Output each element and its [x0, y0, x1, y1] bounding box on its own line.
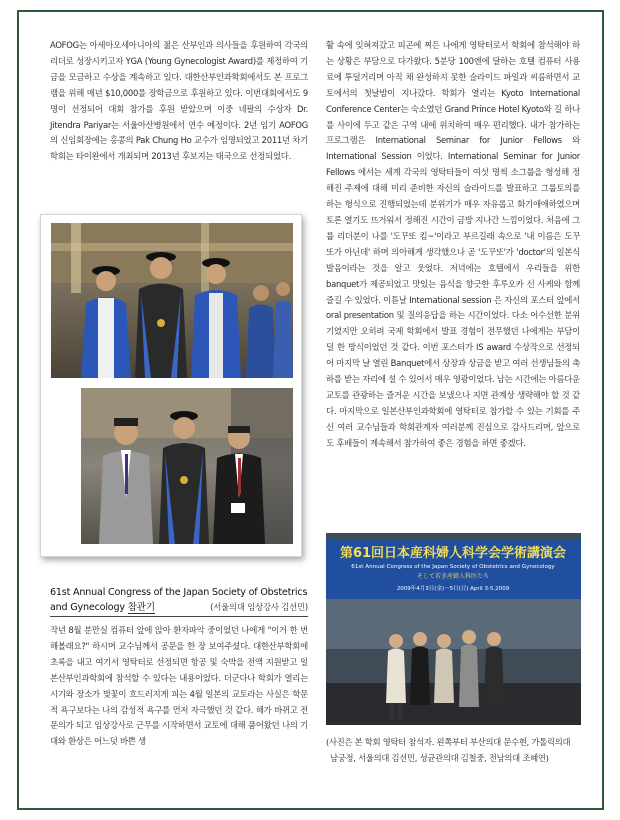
section-title: [50, 585, 308, 615]
section-body: [50, 623, 308, 750]
congress-photo-image: [326, 533, 581, 725]
photo-caption: [326, 735, 584, 766]
section-divider: [50, 616, 308, 617]
congress-paragraph: 작년 8월 분만실 컴퓨터 앞에 앉아 환자파악 중이었던 나에게 "이거 한 번 해볼래요?" 하시며 교수님께서 공문을 한 장 보여주셨다. 대한산부학회에 초록을 내고 여기서 영탁터로 선정되면 항공 및 숙박을 전액 지원받고 일본산부인과학회에 참석할 수 있다는 내용이었다. 더군다나 학회가 열리는 시기와 장소가 벚꽃이 흐드러지게 피는 4월 일본의 교토라는 사실은 학문적 욕구보다는 나의 감성적 욕구를 먼저 자극했던 것 같다. 해가 바뀌고 전문의가 되고 임상강사로 근무를 시작하면서 교토에 대해 품어왔던 나의 기대와 환상은 어느덧 바쁜 생: [50, 625, 308, 747]
section-byline: (서울의대 임상강사 김선민): [210, 602, 308, 612]
caption-line-2: 남궁정, 서울의대 김선민, 성균관의대 김철중, 전남의대 조혜연): [330, 752, 549, 763]
kyoto-paragraph: 활 속에 잊혀져갔고 피곤에 찌든 나에게 영탁터로서 학회에 참석해야 하는 상황은 부담으로 다가왔다. 5분당 100엔에 달하는 호텔 컴퓨터 사용료에 투덜거리며 아직 채 완성하지 못한 슬라이드 파일과 씨름하면서 교토에서의 첫날밤이 지나갔다. 학회가 열리는 Kyoto International Conference Center는 숙소였던 Grand Prince Hotel Kyoto와 길 하나를 사이에 두고 같은 구역 내에 위치하여 매우 편리했다. 내가 참가하는 프로그램은 International Seminar for Junior Fellows 와 International Session 이었다. International Seminar for Junior Fellows 에서는 세계 각국의 영탁터들이 여섯 명씩 소그룹을 형성해 정해진 주제에 대해 미리 준비한 자신의 슬라이드를 발표하고 그룹토의를 하는 형식으로 진행되었는데 분위기가 매우 자유롭고 화기애애하였으며 토론 열기도 뜨거워서 정해진 시간이 금방 지나간 느낌이었다. 처음에 그룹 리더분이 나를 '도꾸또 킴~'이라고 부르길래 속으로 '내 이름은 도꾸또가 아닌데' 하며 의아해게 생각했으나 곧 '도꾸또'가 'doctor'의 일본식 발음이라는 것을 알고 웃었다. 저녁에는 호텔에서 우리들을 위한 banquet가 제공되었고 맛있는 음식을 향긋한 후루오카 신 사케와 함께 즐길 수 있었다. 이튿날 International session 은 자신의 포스터 앞에서 oral presentation 및 질의응답을 하는 시간이었다. 다소 어수선한 분위기였지만 오히려 국제 학회에서 발표 경험이 전무했던 나에게는 부담이 덜 한 방식이었던 것 같다. 이번 포스터가 IS award 수상작으로 선정되어 마지막 날 열린 Banquet에서 상장과 상금을 받고 여러 선생님들의 축하를 받는 자리에 설 수 있어서 매우 영광이었다. 남는 시간에는 아름다운 교토를 관광하는 즐거운 시간을 보냈으나 지면 관계상 생략해야 할 것 같다. 마지막으로 일본산부인과학회에 영탁터로 참가할 수 있는 기회를 주신 여러 교수님들과 학회관계자 여러분께 진심으로 감사드리며, 앞으로도 후배들이 계속해서 참가하여 좋은 경험을 하면 좋겠다.: [326, 40, 580, 448]
ceremony-photo-trio: [81, 388, 293, 544]
ceremony-photo-group-image: [51, 223, 293, 378]
photo-collage: [40, 214, 302, 557]
banner-english-text: 61st Annual Congress of the Japan Society of Obstetrics and Gynecology: [351, 564, 555, 570]
ceremony-photo-group: [51, 223, 293, 378]
caption-line-1: (사진은 본 학회 영탁터 참석자. 왼쪽부터 부산의대 문수현, 가톨릭의대: [326, 737, 571, 747]
banner-main-text: 第61回日本産科婦人科学会学術講演会: [339, 546, 567, 561]
banner-sub-text: そして若き産婦人科医たち: [416, 573, 490, 580]
section-title-ko: 참관기: [127, 602, 155, 613]
banner-date-text: 2009年4月3日(金)〜5日(日) April 3-5,2009: [396, 586, 510, 592]
right-column: [326, 38, 580, 452]
congress-group-photo: [326, 533, 581, 725]
ceremony-photo-trio-image: [81, 388, 293, 544]
aofog-paragraph: AOFOG는 아세아오세아니아의 젊은 산부인과 의사들을 후원하여 각국의 리더로 성장시키고자 YGA (Young Gynecologist Award)를 제정하여 기금을 모금하고 수상을 계속하고 있다. 대한산부인과학회에서도 본 프로그램을 위해 매년 $10,000를 장학금으로 후원하고 있다. 이번대회에서도 9명이 선정되어 대회 참가를 후원 받았으며 이중 네팔의 수상자 Dr. Jitendra Pariyar는 서울아산병원에서 연수 예정이다. 2년 임기 AOFOG의 신임회장에는 홍콩의 Pak Chung Ho 교수가 임명되었고 2011년 차기 학회는 타이완에서 개최되며 2013년 후보지는 태국으로 선정되었다.: [50, 40, 308, 162]
section-title-en: 61st Annual Congress of the Japan Society of Obstetrics and Gynecology: [50, 587, 308, 613]
left-column: [50, 38, 308, 165]
